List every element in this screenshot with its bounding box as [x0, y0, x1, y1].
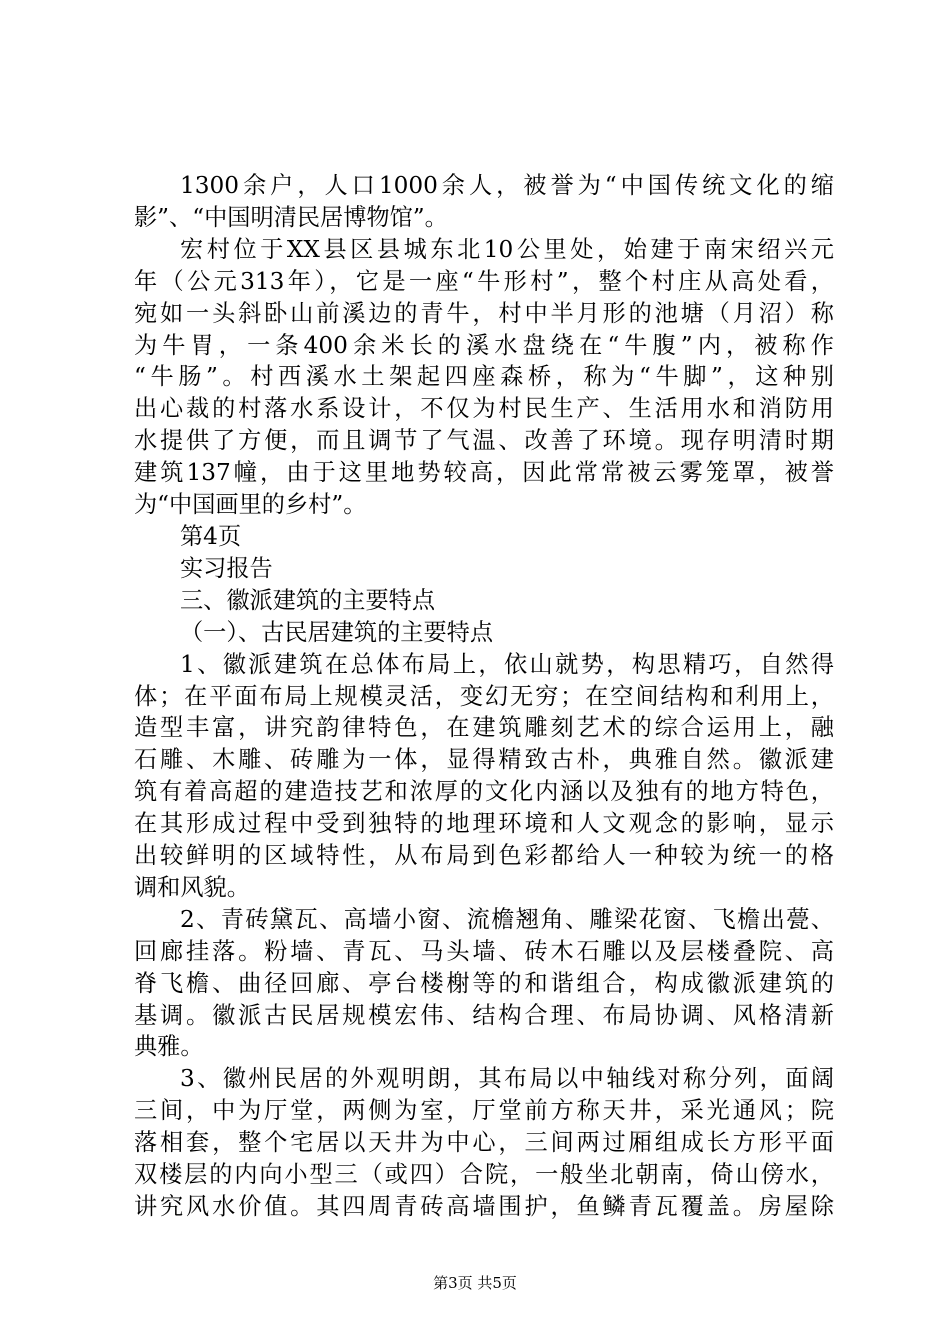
text-line: 造型丰富，讲究韵律特色，在建筑雕刻艺术的综合运用上，融	[134, 714, 834, 742]
document-body	[134, 170, 834, 1223]
text-line: “牛肠”。村西溪水土架起四座森桥，称为“牛脚”，这种别	[134, 363, 834, 391]
text-line: 体；在平面布局上规模灵活，变幻无穷；在空间结构和利用上，	[134, 682, 834, 710]
text-line: 筑有着高超的建造技艺和浓厚的文化内涵以及独有的地方特色，	[134, 778, 834, 806]
text-line: 1、徽派建筑在总体布局上，依山就势，构思精巧，自然得	[180, 650, 834, 678]
text-line: 宏村位于XX县区县城东北10公里处，始建于南宋绍兴元	[180, 235, 834, 263]
text-line: 基调。徽派古民居规模宏伟、结构合理、布局协调、风格清新	[134, 1001, 834, 1029]
text-line: 调和风貌。	[134, 873, 250, 901]
text-line: 落相套，整个宅居以天井为中心，三间两过厢组成长方形平面	[134, 1129, 834, 1157]
text-line: 年（公元313年），它是一座“牛形村”，整个村庄从高处看，	[134, 267, 834, 295]
page-footer: 第3页 共5页	[433, 1274, 517, 1292]
text-line: 为“中国画里的乡村”。	[134, 491, 367, 519]
text-line: 回廊挂落。粉墙、青瓦、马头墙、砖木石雕以及层楼叠院、高	[134, 937, 834, 965]
subsection-heading: （一）、古民居建筑的主要特点	[180, 618, 494, 646]
text-line: 在其形成过程中受到独特的地理环境和人文观念的影响，显示	[134, 810, 834, 838]
text-line: 出较鲜明的区域特性，从布局到色彩都给人一种较为统一的格	[134, 842, 834, 870]
report-label: 实习报告	[180, 554, 273, 582]
text-line: 三间，中为厅堂，两侧为室，厅堂前方称天井，采光通风；院	[134, 1097, 834, 1125]
text-line: 2、青砖黛瓦、高墙小窗、流檐翘角、雕梁花窗、飞檐出甍、	[180, 905, 834, 933]
text-line: 典雅。	[134, 1033, 204, 1061]
text-line: 脊飞檐、曲径回廊、亭台楼榭等的和谐组合，构成徽派建筑的	[134, 969, 834, 997]
section-heading: 三、徽派建筑的主要特点	[180, 586, 436, 614]
page-number-marker: 第4页	[180, 522, 242, 550]
text-line: 石雕、木雕、砖雕为一体，显得精致古朴，典雅自然。徽派建	[134, 746, 834, 774]
text-line: 出心裁的村落水系设计，不仅为村民生产、生活用水和消防用	[134, 395, 834, 423]
text-line: 3、徽州民居的外观明朗，其布局以中轴线对称分列，面阔	[180, 1065, 834, 1093]
text-line: 建筑137幢，由于这里地势较高，因此常常被云雾笼罩，被誉	[134, 459, 834, 487]
text-line: 宛如一头斜卧山前溪边的青牛，村中半月形的池塘（月沼）称	[134, 299, 834, 327]
text-line: 影”、“中国明清民居博物馆”。	[134, 203, 448, 231]
text-line: 双楼层的内向小型三（或四）合院，一般坐北朝南，倚山傍水，	[134, 1161, 834, 1189]
text-line: 讲究风水价值。其四周青砖高墙围护，鱼鳞青瓦覆盖。房屋除	[134, 1193, 834, 1220]
text-line: 水提供了方便，而且调节了气温、改善了环境。现存明清时期	[134, 427, 834, 455]
text-line: 1300余户，人口1000余人，被誉为“中国传统文化的缩	[180, 172, 834, 199]
text-line: 为牛胃，一条400余米长的溪水盘绕在“牛腹”内，被称作	[134, 331, 834, 359]
